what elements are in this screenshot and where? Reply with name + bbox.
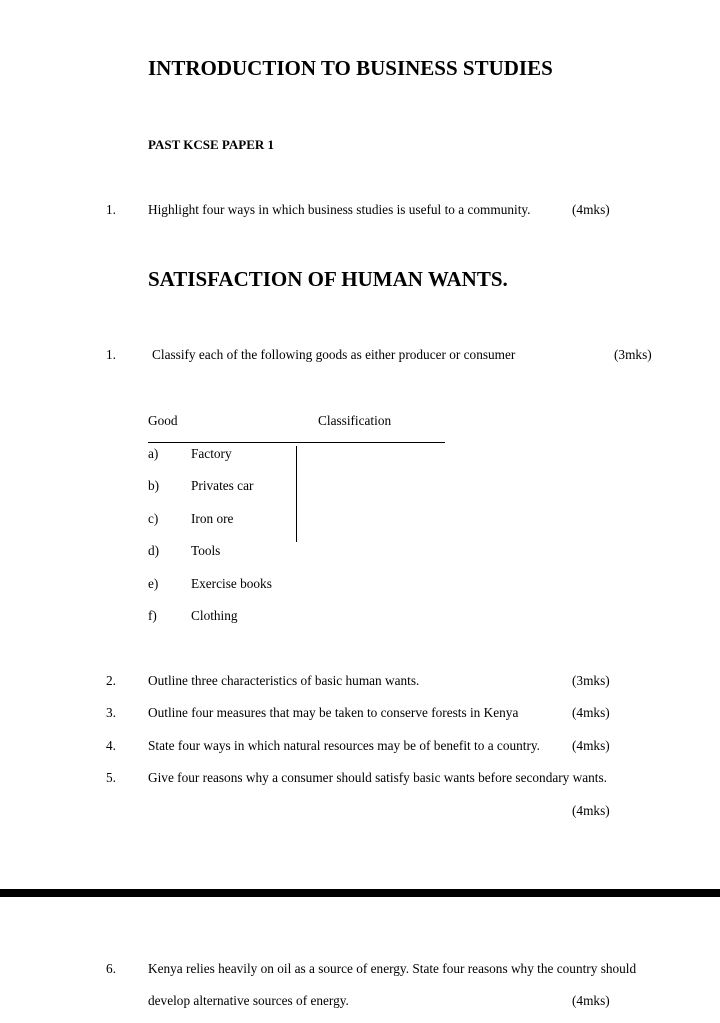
row-letter: c) <box>148 511 159 526</box>
question-marks: (4mks) <box>572 993 610 1008</box>
question-number: 1. <box>106 347 116 362</box>
question-number: 3. <box>106 705 116 720</box>
question-marks: (3mks) <box>614 347 652 362</box>
row-good: Clothing <box>191 608 238 623</box>
question-text: Highlight four ways in which business studies is useful to a community. <box>148 202 531 217</box>
page-break-divider <box>0 889 720 897</box>
question-number: 4. <box>106 738 116 753</box>
row-letter: e) <box>148 576 159 591</box>
row-letter: a) <box>148 446 159 461</box>
table-column-divider <box>296 446 297 542</box>
table-header-rule <box>148 442 445 443</box>
question-text-line2: develop alternative sources of energy. <box>148 993 349 1008</box>
row-letter: b) <box>148 478 160 493</box>
question-number: 2. <box>106 673 116 688</box>
question-marks: (4mks) <box>572 803 610 818</box>
row-good: Privates car <box>191 478 254 493</box>
question-number: 5. <box>106 770 116 785</box>
page-title: INTRODUCTION TO BUSINESS STUDIES <box>148 56 553 80</box>
question-number: 1. <box>106 202 116 217</box>
question-marks: (3mks) <box>572 673 610 688</box>
row-good: Exercise books <box>191 576 272 591</box>
row-good: Tools <box>191 543 221 558</box>
column-header-classification: Classification <box>318 413 392 428</box>
question-text: Outline four measures that may be taken to conserve forests in Kenya <box>148 705 519 720</box>
question-text: Give four reasons why a consumer should satisfy basic wants before secondary wants. <box>148 770 607 785</box>
row-letter: d) <box>148 543 160 558</box>
question-text: Classify each of the following goods as either producer or consumer <box>152 347 516 362</box>
question-marks: (4mks) <box>572 202 610 217</box>
question-marks: (4mks) <box>572 738 610 753</box>
row-good: Factory <box>191 446 232 461</box>
row-good: Iron ore <box>191 511 234 526</box>
paper-label: PAST KCSE PAPER 1 <box>148 137 275 152</box>
question-text-line1: Kenya relies heavily on oil as a source of energy. State four reasons why the country should <box>148 961 637 976</box>
question-text: State four ways in which natural resources may be of benefit to a country. <box>148 738 541 753</box>
section-title: SATISFACTION OF HUMAN WANTS. <box>148 267 508 291</box>
question-text: Outline three characteristics of basic human wants. <box>148 673 420 688</box>
row-letter: f) <box>148 608 157 623</box>
question-marks: (4mks) <box>572 705 610 720</box>
column-header-good: Good <box>148 413 178 428</box>
question-number: 6. <box>106 961 116 976</box>
